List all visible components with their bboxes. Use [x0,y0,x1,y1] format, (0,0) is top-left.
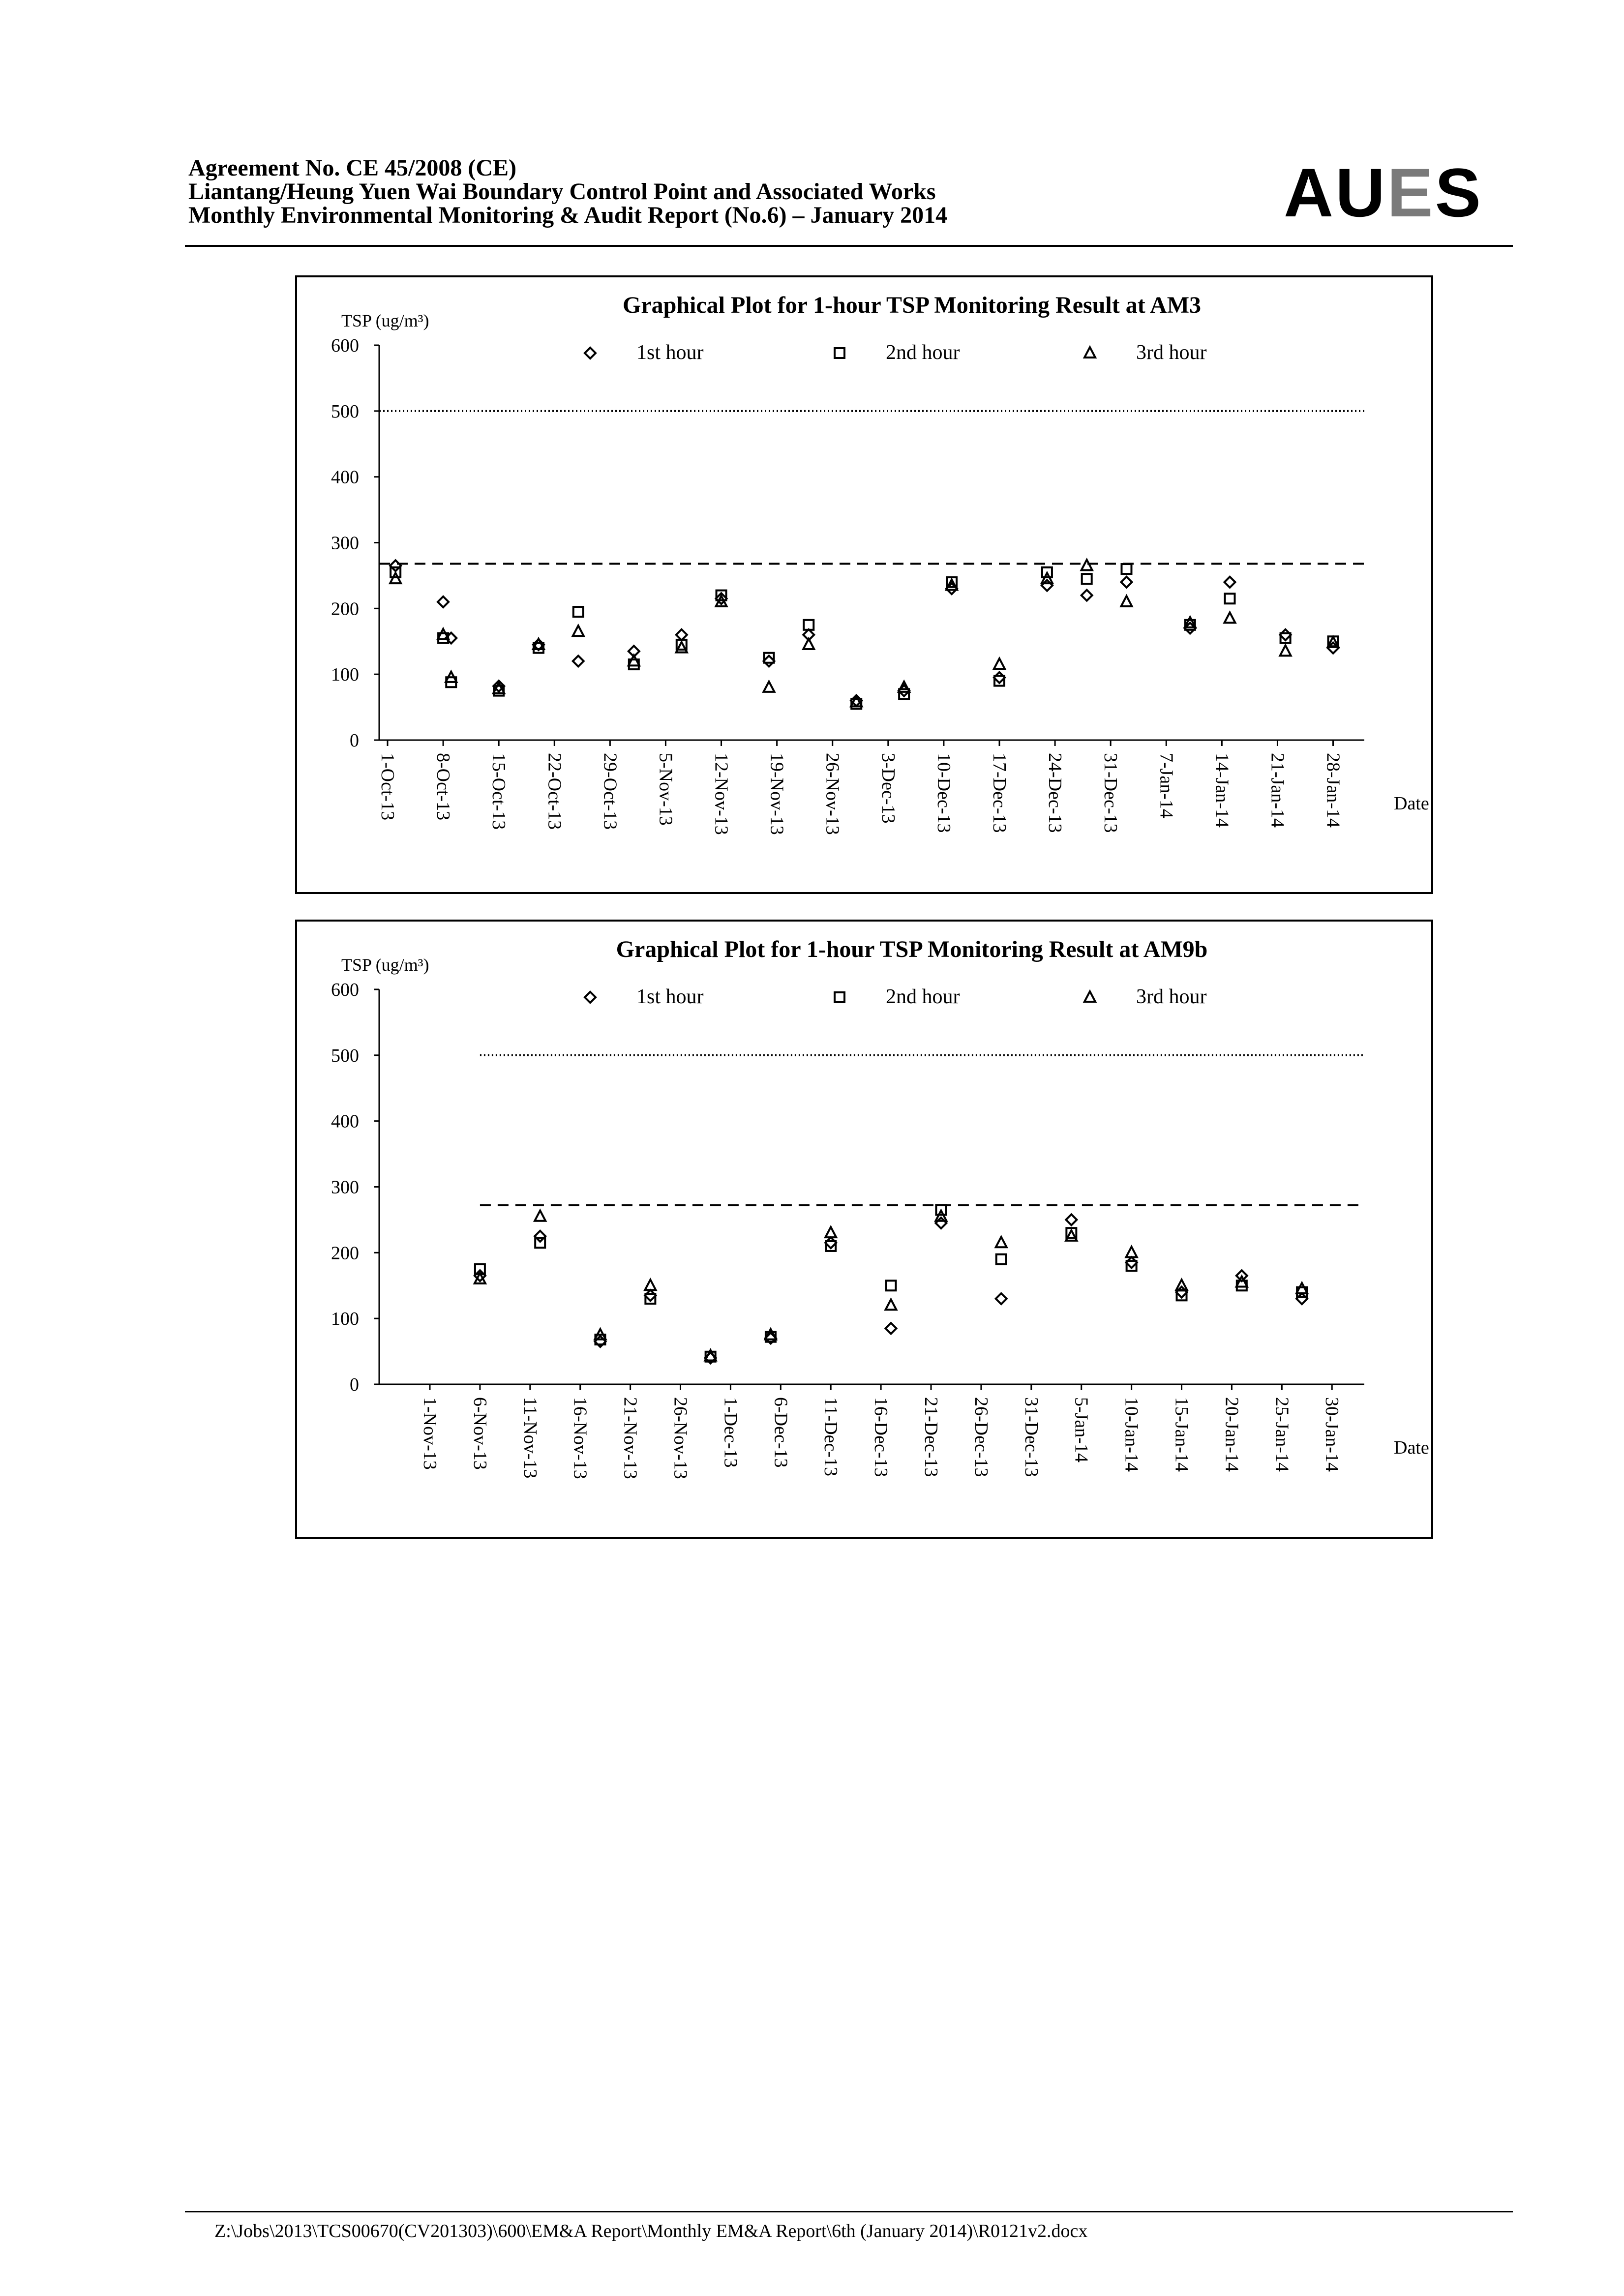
y-tick-label: 0 [350,1374,359,1395]
x-tick-label: 1-Oct-13 [377,753,398,821]
x-tick-label: 11-Nov-13 [519,1397,541,1479]
data-point-diamond [886,1323,897,1334]
x-tick-label: 19-Nov-13 [766,753,787,835]
legend-label-2: 2nd hour [886,341,960,364]
chart-am3 [297,277,1431,892]
y-tick-label: 600 [331,335,359,356]
data-point-diamond [1126,1257,1137,1268]
data-point-diamond [996,1293,1007,1304]
y-tick-label: 100 [331,1309,359,1330]
data-point-diamond [994,672,1005,683]
data-point-triangle [994,658,1005,669]
header-divider [185,245,1513,247]
x-tick-label: 16-Dec-13 [871,1397,892,1477]
x-tick-label: 8-Oct-13 [433,753,454,821]
data-point-diamond [1296,1293,1307,1304]
legend-diamond-marker [585,992,596,1003]
data-point-triangle [1082,560,1092,570]
y-tick-label: 500 [331,401,359,422]
y-axis-label: TSP (ug/m³) [341,955,429,975]
y-tick-label: 200 [331,598,359,620]
y-axis-label: TSP (ug/m³) [341,311,429,330]
x-tick-label: 26-Nov-13 [822,753,843,835]
y-tick-label: 400 [331,467,359,488]
data-point-triangle [1126,1247,1137,1257]
y-tick-label: 200 [331,1243,359,1264]
logo-text-au: AU [1284,154,1387,231]
data-point-diamond [645,1290,656,1301]
data-point-square [1121,564,1131,574]
x-tick-label: 31-Dec-13 [1100,753,1121,833]
data-point-square [1225,594,1235,603]
data-point-square [886,1281,896,1290]
data-point-triangle [886,1299,897,1310]
data-point-square [1082,574,1092,584]
x-tick-label: 25-Jan-14 [1271,1397,1293,1472]
data-point-diamond [390,560,401,571]
data-point-square [573,607,583,617]
x-tick-label: 26-Dec-13 [970,1397,992,1477]
x-tick-label: 6-Nov-13 [469,1397,490,1470]
x-axis-label: Date [1394,1437,1429,1458]
x-tick-label: 22-Oct-13 [544,753,565,830]
data-point-triangle [803,639,814,649]
data-point-triangle [645,1280,656,1290]
data-point-diamond [1066,1214,1077,1225]
x-tick-label: 10-Jan-14 [1121,1397,1142,1472]
report-line: Monthly Environmental Monitoring & Audit Report (No.6) – January 2014 [188,202,948,228]
legend-square-marker [835,348,844,358]
data-point-triangle [1176,1280,1187,1290]
data-point-diamond [1121,577,1132,588]
legend-label-2: 2nd hour [886,985,960,1008]
x-tick-label: 5-Jan-14 [1071,1397,1092,1462]
data-point-triangle [1280,645,1291,656]
x-tick-label: 12-Nov-13 [711,753,732,835]
y-tick-label: 500 [331,1045,359,1066]
x-tick-label: 14-Jan-14 [1211,753,1233,828]
legend-triangle-marker [1084,347,1095,358]
legend-label-1: 1st hour [636,985,704,1008]
x-tick-label: 28-Jan-14 [1323,753,1344,828]
x-tick-label: 26-Nov-13 [670,1397,691,1479]
x-tick-label: 15-Oct-13 [488,753,510,830]
y-tick-label: 300 [331,1177,359,1198]
x-tick-label: 15-Jan-14 [1171,1397,1192,1472]
x-tick-label: 10-Dec-13 [933,753,954,833]
x-tick-label: 7-Jan-14 [1156,753,1177,818]
legend-label-3: 3rd hour [1136,341,1207,364]
agreement-line: Agreement No. CE 45/2008 (CE) [188,155,517,181]
data-point-triangle [996,1237,1007,1247]
x-tick-label: 30-Jan-14 [1322,1397,1343,1472]
data-point-diamond [763,656,774,666]
data-point-triangle [1121,596,1132,606]
legend-label-1: 1st hour [636,341,704,364]
legend-label-3: 3rd hour [1136,985,1207,1008]
legend-triangle-marker [1084,991,1095,1002]
x-tick-label: 21-Nov-13 [620,1397,641,1479]
x-tick-label: 21-Dec-13 [921,1397,942,1477]
legend-diamond-marker [585,348,596,358]
y-tick-label: 400 [331,1111,359,1132]
data-point-diamond [1280,629,1291,640]
chart-title: Graphical Plot for 1-hour TSP Monitoring Result at AM9b [616,936,1208,962]
chart-title: Graphical Plot for 1-hour TSP Monitoring Result at AM3 [622,292,1202,318]
x-tick-label: 1-Dec-13 [720,1397,741,1468]
y-tick-label: 0 [350,730,359,751]
data-point-diamond [1225,577,1235,588]
logo-text-e: E [1387,154,1435,231]
x-tick-label: 31-Dec-13 [1021,1397,1042,1477]
x-tick-label: 24-Dec-13 [1045,753,1066,833]
data-point-diamond [438,596,449,607]
chart-panel-am3 [295,275,1433,894]
data-point-diamond [535,1231,545,1242]
legend-square-marker [835,992,844,1002]
x-tick-label: 29-Oct-13 [600,753,621,830]
x-tick-label: 1-Nov-13 [420,1397,440,1470]
data-point-square [996,1254,1006,1264]
x-tick-label: 17-Dec-13 [989,753,1010,833]
x-tick-label: 20-Jan-14 [1221,1397,1242,1472]
report-header [188,156,1123,227]
data-point-triangle [825,1227,836,1237]
x-tick-label: 16-Nov-13 [570,1397,591,1479]
data-point-triangle [573,626,584,636]
data-point-triangle [535,1211,545,1221]
data-point-diamond [573,656,584,666]
data-point-diamond [1082,590,1092,601]
x-axis-label: Date [1394,793,1429,814]
x-tick-label: 6-Dec-13 [770,1397,791,1468]
data-point-diamond [676,629,687,640]
footer-divider [185,2211,1513,2212]
logo-text-s: S [1435,154,1483,231]
y-tick-label: 300 [331,533,359,554]
chart-panel-am9b [295,920,1433,1539]
y-tick-label: 100 [331,664,359,686]
x-tick-label: 11-Dec-13 [820,1397,842,1477]
data-point-diamond [825,1237,836,1248]
file-path: Z:\Jobs\2013\TCS00670(CV201303)\600\EM&A Report\Monthly EM&A Report\6th (January 2014)\R0121v2.docx [214,2221,1088,2241]
data-point-triangle [1066,1230,1077,1241]
project-line: Liantang/Heung Yuen Wai Boundary Control Point and Associated Works [188,179,936,205]
aues-logo [1284,154,1483,231]
x-tick-label: 3-Dec-13 [877,753,899,824]
y-tick-label: 600 [331,980,359,1000]
data-point-triangle [676,642,687,653]
data-point-triangle [1225,612,1235,623]
data-point-triangle [763,682,774,692]
x-tick-label: 5-Nov-13 [655,753,676,826]
chart-am9b [297,922,1431,1537]
x-tick-label: 21-Jan-14 [1267,753,1288,828]
